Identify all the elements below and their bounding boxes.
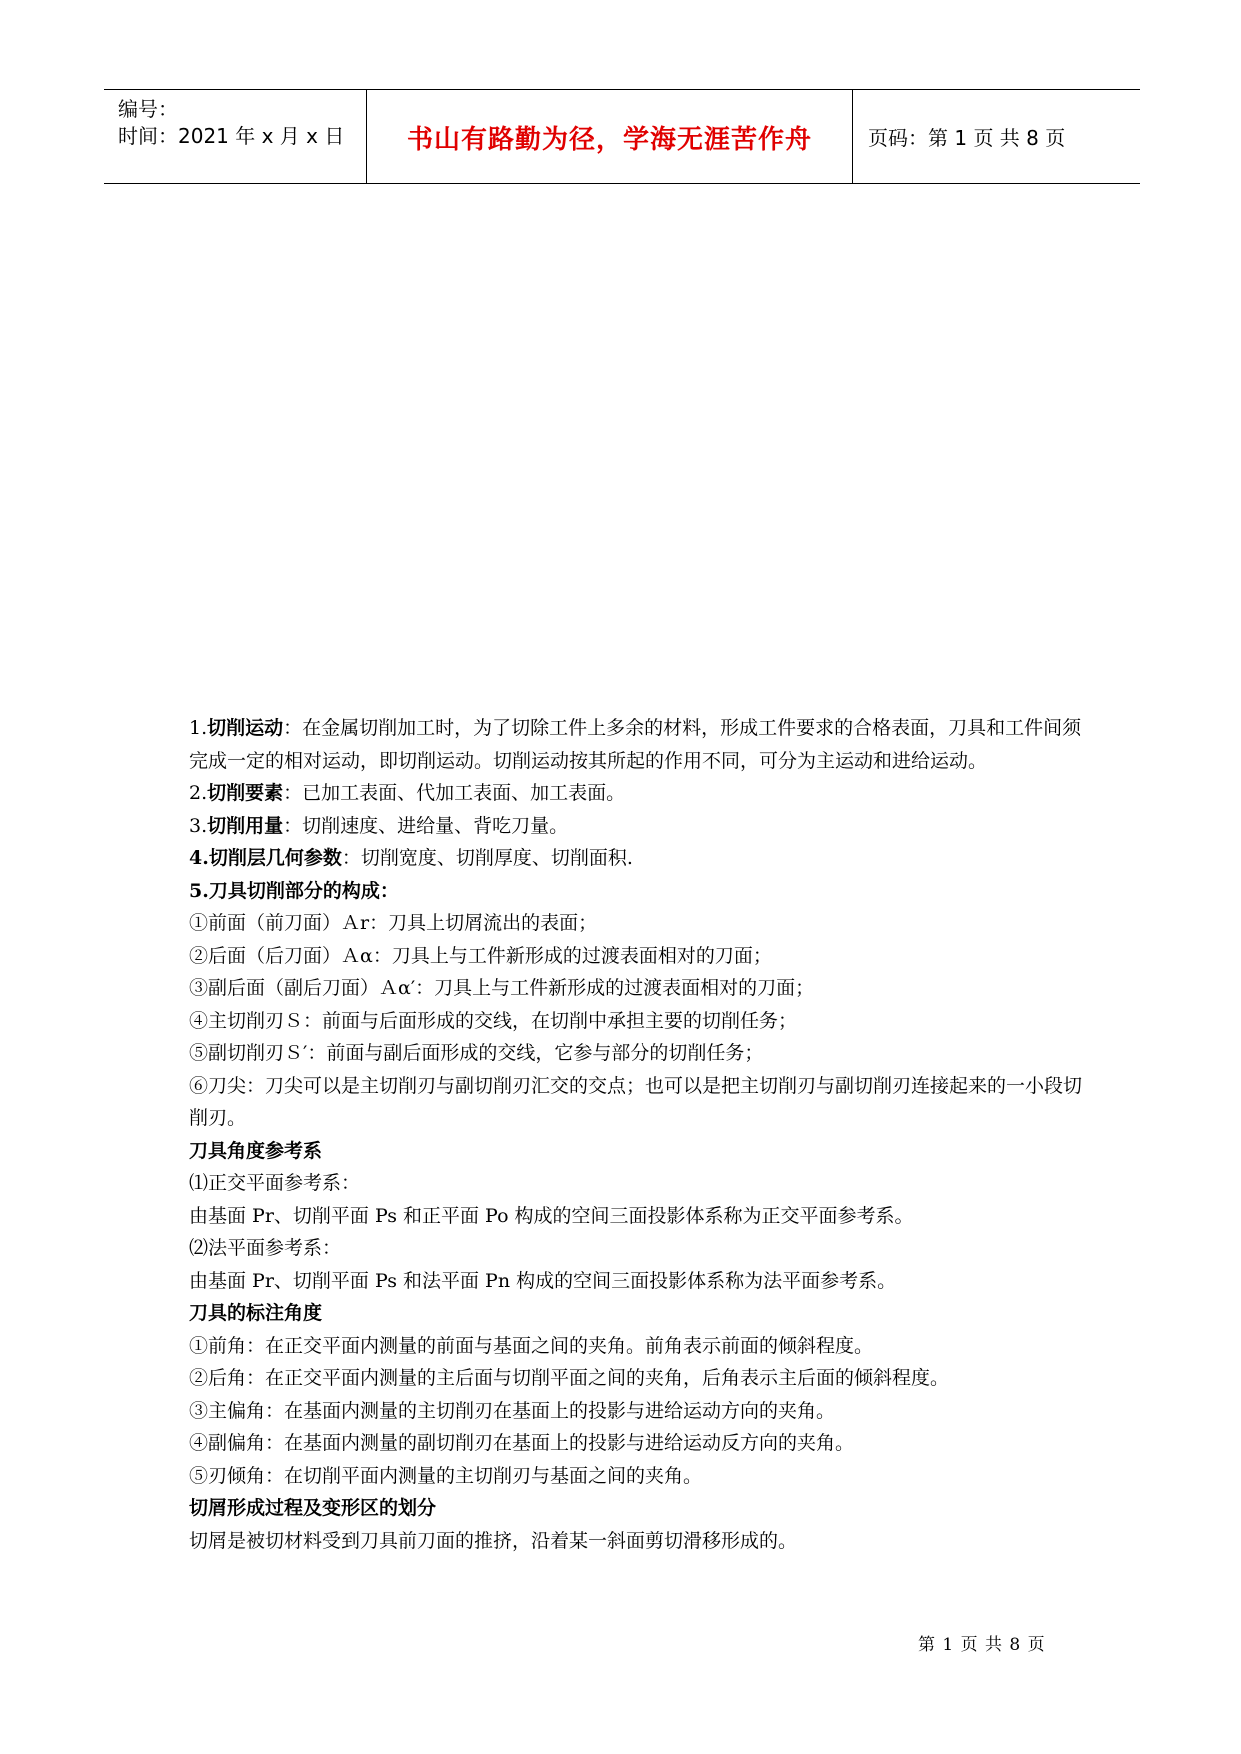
list-item: ③副后面（副后刀面）Ａα′：刀具上与工件新形成的过渡表面相对的刀面； — [189, 977, 815, 999]
document-header — [104, 89, 1140, 184]
term-cutting-motion: 切削运动 — [207, 717, 284, 739]
header-middle-cell — [367, 90, 853, 183]
document-body — [189, 712, 1089, 1557]
paragraph-cutting-elements — [189, 777, 1089, 810]
paragraph-cutting-motion — [189, 712, 1089, 777]
list-item: ⑴正交平面参考系： — [189, 1172, 361, 1194]
definition-text: ：切削速度、进给量、背吃刀量。 — [283, 814, 569, 837]
header-page-info: 页码：第 1 页 共 8 页 — [868, 126, 1066, 150]
definition-text: ：切削宽度、切削厚度、切削面积. — [341, 847, 633, 869]
definition-text: ：已加工表面、代加工表面、加工表面。 — [283, 782, 626, 804]
list-item: 由基面 Pr、切削平面 Ps 和正平面 Po 构成的空间三面投影体系称为正交平面参考系。 — [189, 1204, 914, 1227]
term-layer-geometry: 4.切削层几何参数 — [189, 847, 342, 869]
heading-reference-system: 刀具角度参考系 — [189, 1139, 323, 1162]
item-number: 2. — [189, 782, 208, 804]
list-item: ⑥刀尖：刀尖可以是主切削刃与副切削刃汇交的交点；也可以是把主切削刃与副切削刃连接起来的一小段切削刃。 — [189, 1074, 1083, 1129]
list-item: ④副偏角：在基面内测量的副切削刃在基面上的投影与进给运动反方向的夹角。 — [189, 1432, 855, 1454]
header-left-cell — [104, 90, 367, 183]
heading-tool-parts: 5.刀具切削部分的构成： — [189, 879, 399, 902]
footer-page-number: 第 1 页 共 8 页 — [918, 1635, 1046, 1655]
list-item: ②后角：在正交平面内测量的主后面与切削平面之间的夹角，后角表示主后面的倾斜程度。 — [189, 1367, 950, 1389]
list-item: 由基面 Pr、切削平面 Ps 和法平面 Pn 构成的空间三面投影体系称为法平面参考系。 — [189, 1269, 897, 1292]
heading-chip-formation: 切屑形成过程及变形区的划分 — [189, 1497, 437, 1519]
list-item: ⑤刃倾角：在切削平面内测量的主切削刃与基面之间的夹角。 — [189, 1464, 703, 1487]
list-item: ⑵法平面参考系： — [189, 1237, 342, 1259]
header-right-cell — [853, 90, 1140, 183]
term-cutting-elements: 切削要素 — [207, 782, 284, 804]
motto: 书山有路勤为径，学海无涯苦作舟 — [406, 125, 812, 155]
time-line: 时间：2021 年 x 月 x 日 — [118, 124, 345, 148]
list-item: ③主偏角：在基面内测量的主切削刃在基面上的投影与进给运动方向的夹角。 — [189, 1399, 836, 1422]
heading-tool-angles: 刀具的标注角度 — [189, 1302, 323, 1324]
number-label: 编号： — [118, 97, 178, 121]
item-number: 1. — [189, 717, 208, 739]
definition-text: ：在金属切削加工时，为了切除工件上多余的材料，形成工件要求的合格表面，刀具和工件间须完成一定的相对运动，即切削运动。切削运动按其所起的作用不同，可分为主运动和进给运动。 — [189, 717, 1082, 772]
list-item: ②后面（后刀面）Ａα：刀具上与工件新形成的过渡表面相对的刀面； — [189, 944, 772, 967]
list-item: ①前面（前刀面）Ａr：刀具上切屑流出的表面； — [189, 912, 598, 934]
paragraph-layer-geometry — [189, 842, 1089, 875]
term-cutting-parameters: 切削用量 — [207, 814, 284, 837]
list-item: ①前角：在正交平面内测量的前面与基面之间的夹角。前角表示前面的倾斜程度。 — [189, 1334, 874, 1357]
item-number: 3. — [189, 814, 208, 837]
paragraph-cutting-parameters — [189, 810, 1089, 843]
list-item: ⑤副切削刃Ｓ′：前面与副后面形成的交线，它参与部分的切削任务； — [189, 1042, 764, 1064]
chip-formation-text: 切屑是被切材料受到刀具前刀面的推挤，沿着某一斜面剪切滑移形成的。 — [189, 1529, 798, 1552]
list-item: ④主切削刃Ｓ：前面与后面形成的交线，在切削中承担主要的切削任务； — [189, 1009, 798, 1032]
